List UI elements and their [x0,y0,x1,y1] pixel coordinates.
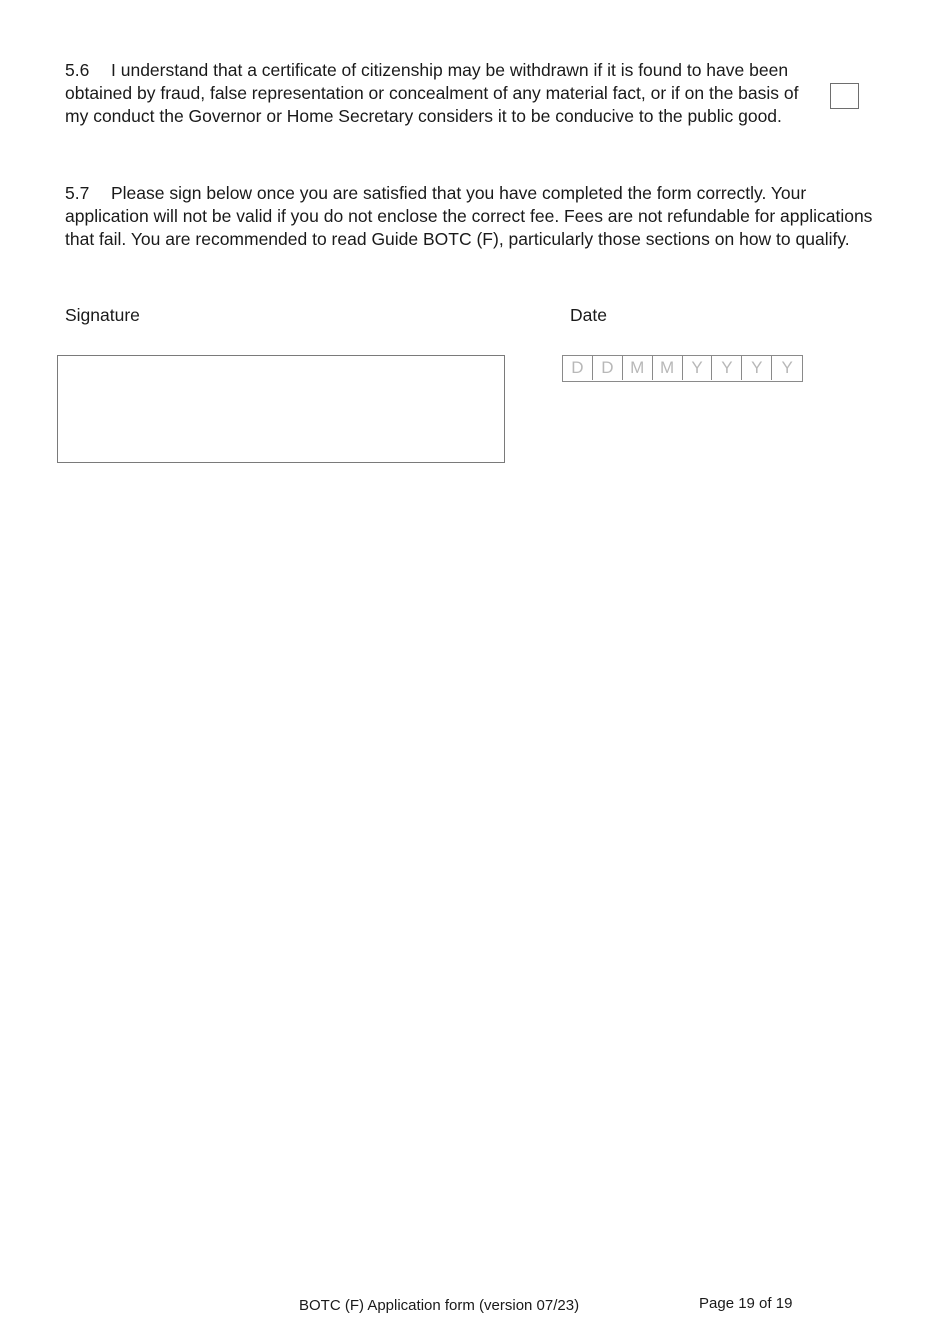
date-field[interactable] [562,355,803,382]
footer-page-number: Page 19 of 19 [699,1295,793,1312]
section-number: 5.7 [65,183,90,203]
signature-label: Signature [65,305,140,325]
declaration-text: Please sign below once you are satisfied that you have completed the form correctly. Your application will not be valid if you do not enclose the correct fee. Fees are not refundable for applications that fail. You are recommended to read Guide BOTC (F), particularly those sections on how to qualify. [65,183,873,249]
footer-form-name: BOTC (F) Application form (version 07/23) [299,1297,580,1314]
declaration-5-6 [65,59,820,128]
declaration-5-6-checkbox[interactable] [830,83,859,109]
section-number: 5.6 [65,60,90,80]
date-year-digit-2[interactable]: Y [712,356,742,380]
date-year-digit-3[interactable]: Y [742,356,772,380]
date-year-digit-1[interactable]: Y [683,356,713,380]
date-month-digit-2[interactable]: M [653,356,683,380]
declaration-5-7 [65,182,885,251]
date-year-digit-4[interactable]: Y [781,358,793,377]
date-label: Date [570,305,607,325]
signature-field[interactable] [57,355,505,463]
date-month-digit-1[interactable]: M [623,356,653,380]
declaration-text: I understand that a certificate of citizenship may be withdrawn if it is found to have been obtained by fraud, false representation or concealment of any material fact, or if on the basis of my conduct the Governor or Home Secretary considers it to be conducive to the public good. [65,60,799,126]
date-day-digit-1[interactable]: D [563,356,593,380]
date-day-digit-2[interactable]: D [593,356,623,380]
